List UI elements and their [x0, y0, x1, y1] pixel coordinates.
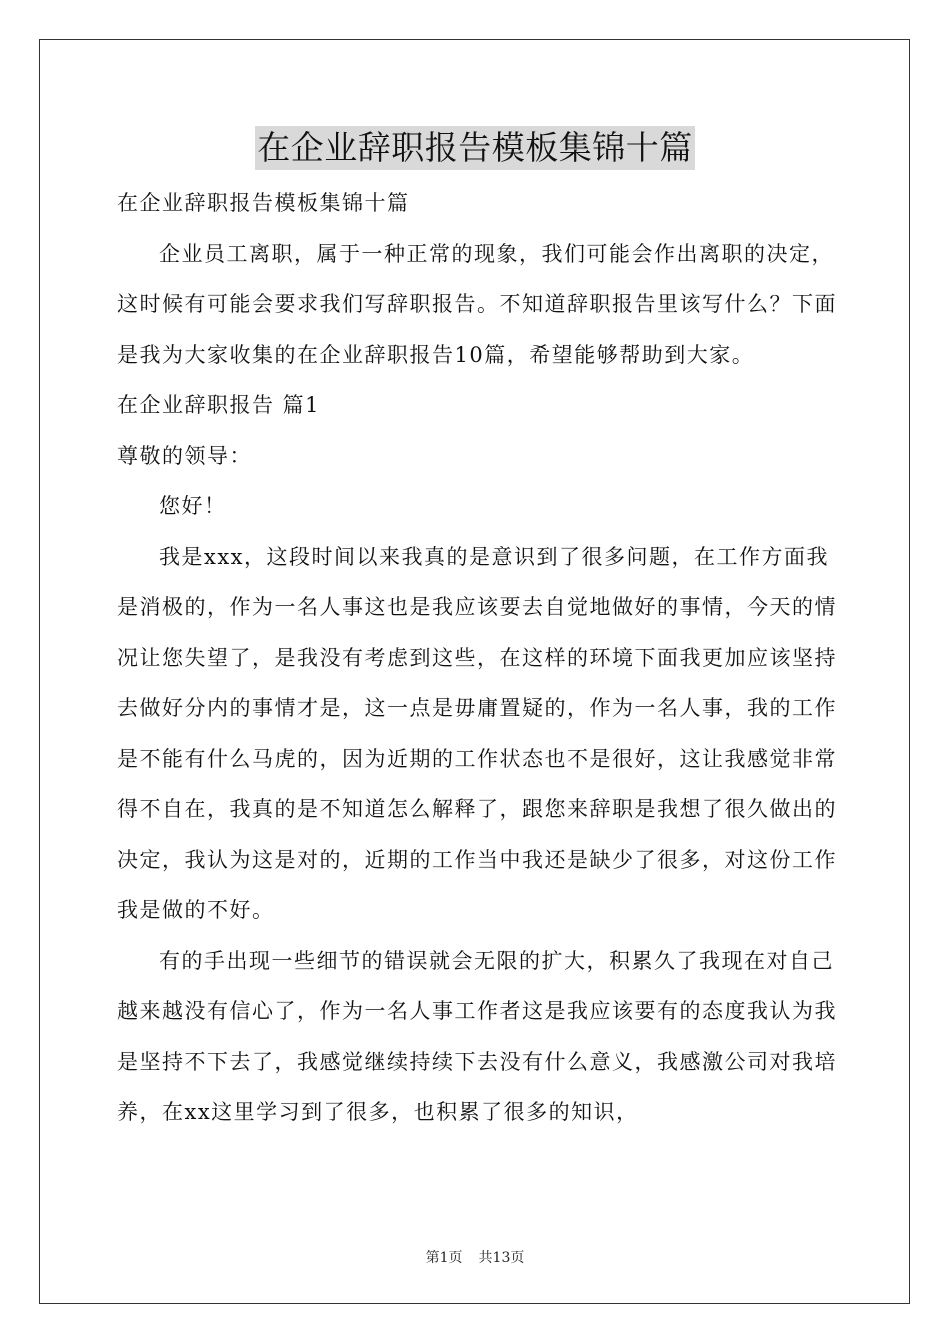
page-total: 共13页	[478, 1250, 525, 1266]
title-container	[0, 126, 950, 170]
page-footer	[0, 1247, 950, 1267]
section-heading: 在企业辞职报告 篇1	[117, 393, 321, 417]
intro-paragraph: 企业员工离职，属于一种正常的现象，我们可能会作出离职的决定，这时候有可能会要求我们写辞职报告。不知道辞职报告里该写什么？下面是我为大家收集的在企业辞职报告10篇，希望能够帮助到大家。	[117, 241, 837, 367]
salutation: 尊敬的领导：	[117, 443, 252, 468]
greeting: 您好！	[159, 494, 227, 518]
document-body	[117, 178, 837, 1138]
body-paragraph-1: 我是xxx，这段时间以来我真的是意识到了很多问题，在工作方面我是消极的，作为一名人事这也是我应该要去自觉地做好的事情，今天的情况让您失望了，是我没有考虑到这些，在这样的环境下面我更加应该坚持去做好分内的事情才是，这一点是毋庸置疑的，作为一名人事，我的工作是不能有什么马虎的，因为近期的工作状态也不是很好，这让我感觉非常得不自在，我真的是不知道怎么解释了，跟您来辞职是我想了很久做出的决定，我认为这是对的，近期的工作当中我还是缺少了很多，对这份工作我是做的不好。	[117, 544, 837, 922]
document-title: 在企业辞职报告模板集锦十篇	[255, 126, 695, 170]
page-number: 第1页	[425, 1250, 463, 1266]
body-paragraph-2: 有的手出现一些细节的错误就会无限的扩大，积累久了我现在对自己越来越没有信心了，作为一名人事工作者这是我应该要有的态度我认为我是坚持不下去了，我感觉继续持续下去没有什么意义，我感激公司对我培养，在xx这里学习到了很多，也积累了很多的知识，	[117, 948, 837, 1124]
subtitle-line: 在企业辞职报告模板集锦十篇	[117, 191, 410, 215]
